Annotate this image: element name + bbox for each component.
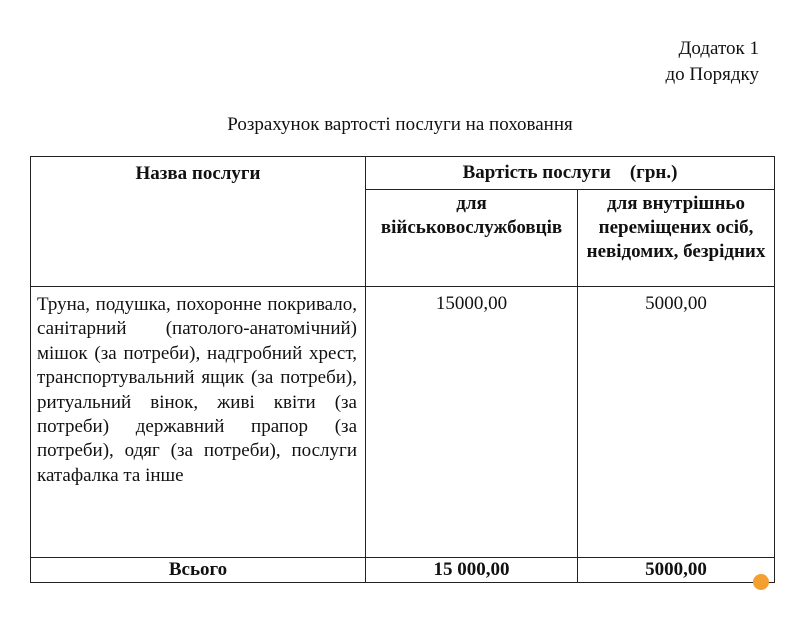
table-row — [31, 287, 775, 558]
cost-table — [30, 156, 775, 583]
table-header-row — [31, 157, 775, 190]
subheader-military: для військовослужбовців — [366, 190, 578, 287]
value-military: 15000,00 — [366, 287, 578, 558]
service-description: Труна, подушка, похоронне покривало, санітарний (патолого-анатомічний) мішок (за потреби), надгробний хрест, транспортувальний ящик (за потреби), ритуальний вінок, живі квіти (за потреби) державний прапор (за потреби), одяг (за потреби), послуги катафалка та інше — [31, 287, 366, 558]
total-military: 15 000,00 — [366, 558, 578, 583]
value-idp: 5000,00 — [578, 287, 775, 558]
header-service-cost: Вартість послуги (грн.) — [366, 157, 775, 190]
total-idp: 5000,00 — [578, 558, 775, 583]
total-label: Всього — [31, 558, 366, 583]
total-row — [31, 558, 775, 583]
floating-action-dot[interactable] — [753, 574, 769, 590]
header-service-name: Назва послуги — [31, 157, 366, 287]
document-title: Розрахунок вартості послуги на поховання — [227, 114, 573, 135]
appendix-line-1: Додаток 1 — [678, 38, 759, 59]
subheader-idp: для внутрішньо переміщених осіб, невідомих, безрідних — [578, 190, 775, 287]
appendix-line-2: до Порядку — [665, 64, 759, 85]
appendix-reference — [665, 36, 759, 88]
